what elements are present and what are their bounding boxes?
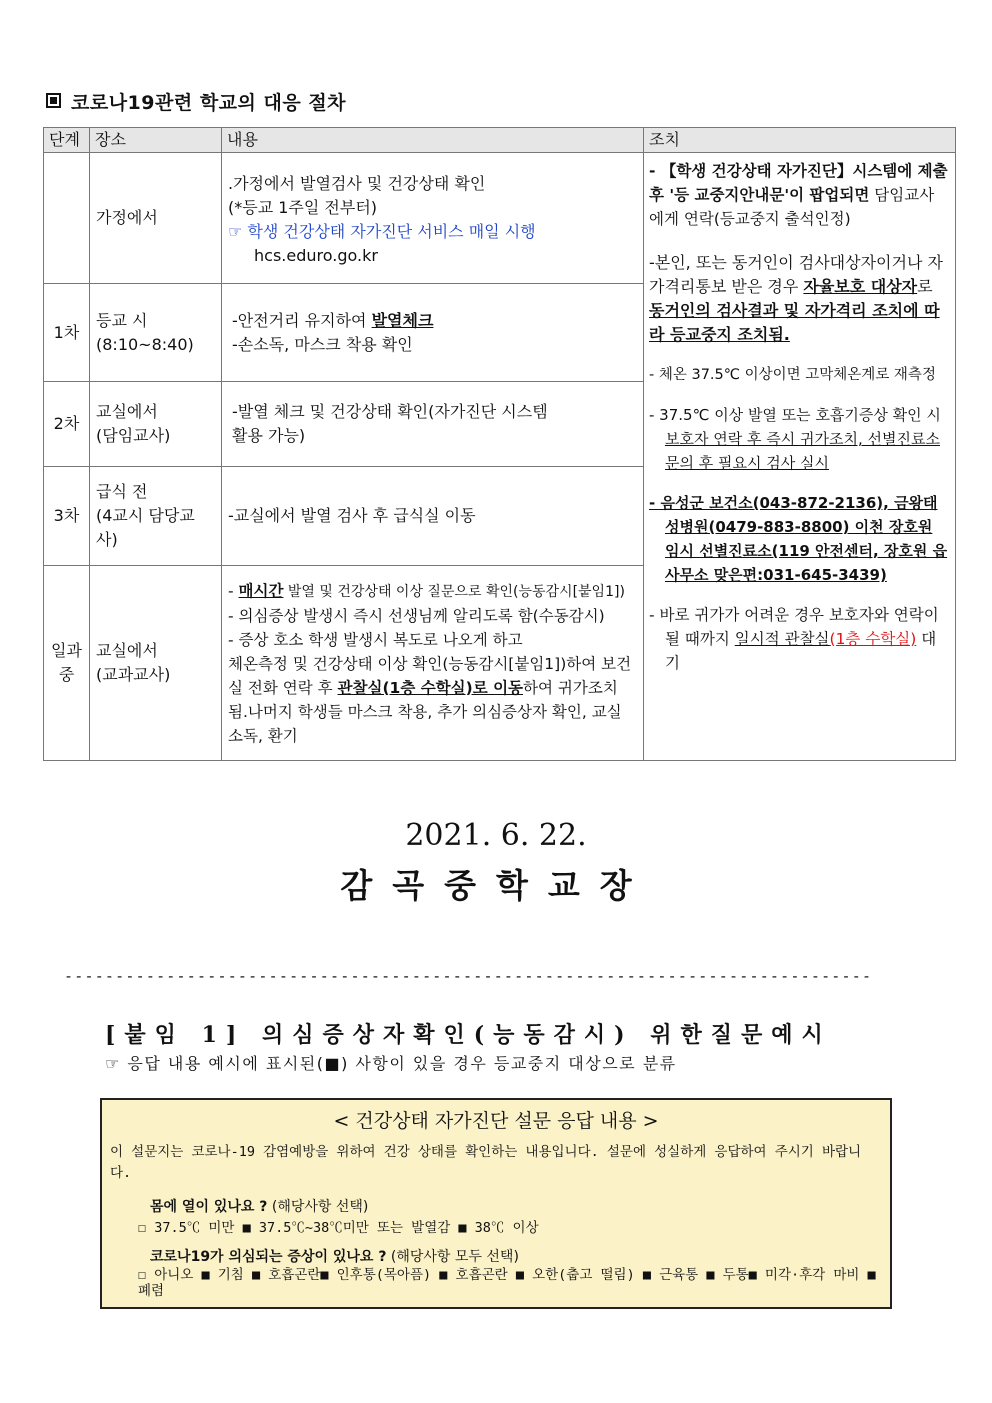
action-text: 보호자 연락 후 즉시 귀가조치, 선별진료소 문의 후 필요시 검사 실시 xyxy=(665,430,940,472)
attachment-note: ☞ 응답 내용 예시에 표시된(■) 사항이 있을 경우 등교중지 대상으로 분류 xyxy=(105,1054,677,1073)
cut-line-divider: ------------------------------------------------------------------------------- xyxy=(64,967,873,985)
action-cell xyxy=(644,153,956,761)
content-line: -안전거리 유지하여 xyxy=(232,310,372,330)
action-text: 담임교사에게 연락(등교중지 출석인정) xyxy=(649,186,935,228)
action-text: - 37.5℃ 이상 발열 또는 호흡기증상 확인 시 xyxy=(649,406,941,424)
heading-text: 코로나19관련 학교의 대응 절차 xyxy=(71,92,347,114)
principal-signature: 감곡중학교장 xyxy=(340,866,652,905)
place-text: (담임교사) xyxy=(96,426,171,445)
content-line: - 증상 호소 학생 발생시 복도로 나오게 하고 xyxy=(228,630,523,649)
action-text: 로 xyxy=(917,277,933,296)
survey-intro: 이 설문지는 코로나-19 감염예방을 위하여 건강 상태를 확인하는 내용입니다. 설문에 성실하게 응답하여 주시기 바랍니다. xyxy=(110,1144,862,1181)
content-cell xyxy=(222,382,644,467)
survey-title: < 건강상태 자가진단 설문 응답 내용 > xyxy=(333,1110,659,1132)
response-procedure-table xyxy=(43,127,956,761)
action-text: - 【학생 건강상태 자가진단】시스템에 제출 후 '등 교중지안내문'이 팝업되면 xyxy=(649,162,948,204)
header-place: 장소 xyxy=(90,128,222,153)
place-text: 등교 시 xyxy=(96,310,148,330)
question-text: 코로나19가 의심되는 증상이 있나요 ? xyxy=(150,1249,387,1265)
action-text: 일시적 관찰실 xyxy=(734,630,830,648)
attachment-title: [붙임 1] 의심증상자확인(능동감시) 위한질문예시 xyxy=(105,1022,832,1048)
content-line: 관찰실(1층 수학실)로 이동 xyxy=(337,678,524,697)
action-text: 동거인의 검사결과 및 자가격리 조치에 따라 등교중지 조치됨. xyxy=(649,301,940,344)
table-row xyxy=(44,153,956,284)
step-cell xyxy=(44,153,90,284)
answer-symptoms: ☐ 아니오 ■ 기침 ■ 호흡곤란■ 인후통(목아픔) ■ 호흡곤란 ■ 오한(춥고 떨림) ■ 근육통 ■ 두통■ 미각·후각 마비 ■ 폐렴 xyxy=(138,1267,876,1299)
content-line: 발열체크 xyxy=(371,310,434,330)
step-cell: 일과중 xyxy=(44,566,90,761)
content-cell xyxy=(222,467,644,566)
place-text: 급식 전 xyxy=(96,482,148,501)
content-line: -손소독, 마스크 착용 확인 xyxy=(232,334,413,354)
self-diagnosis-notice: ☞ 학생 건강상태 자가진단 서비스 매일 시행 xyxy=(228,222,536,241)
question-hint: (해당사항 모두 선택) xyxy=(390,1249,519,1265)
answer-fever: ☐ 37.5℃ 미만 ■ 37.5℃~38℃미만 또는 발열감 ■ 38℃ 이상 xyxy=(138,1220,539,1236)
place-cell xyxy=(90,153,222,284)
place-text: 교실에서 xyxy=(96,402,158,421)
header-action: 조치 xyxy=(644,128,956,153)
question-hint: (해당사항 선택) xyxy=(271,1199,369,1215)
content-cell xyxy=(222,153,644,284)
place-text: (교과교사) xyxy=(96,665,171,684)
action-text: - 체온 37.5℃ 이상이면 고막체온계로 재측정 xyxy=(649,367,936,383)
step-cell: 2차 xyxy=(44,382,90,467)
content-line: -발열 체크 및 건강상태 확인(자가진단 시스템 xyxy=(232,402,548,421)
action-text: - 바로 귀가가 어려운 경우 보호자와 연락이 될 때까지 xyxy=(649,606,939,648)
content-line: 발열 및 건강상태 이상 질문으로 확인(능동감시[붙임1]) xyxy=(283,583,625,600)
content-cell xyxy=(222,566,644,761)
document-date: 2021. 6. 22. xyxy=(405,818,587,853)
content-line: -교실에서 발열 검사 후 급식실 이동 xyxy=(228,506,476,525)
content-line: 하여 귀가조치됨.나머지 학생들 마스크 착용, 추가 의심증상자 확인, 교실 소독, 환기 xyxy=(228,678,622,745)
square-bullet-icon xyxy=(46,93,61,108)
content-line: (*등교 1주일 전부터) xyxy=(228,198,378,217)
step-cell: 1차 xyxy=(44,284,90,382)
place-text: (4교시 담당교사) xyxy=(96,506,195,549)
content-line: 매시간 xyxy=(238,581,284,600)
place-cell xyxy=(90,382,222,467)
content-line: 체온측정 및 건강상태 이상 확인(능동감시[붙임1])하여 보건실 전화 연락 후 xyxy=(228,654,632,697)
content-line: .가정에서 발열검사 및 건강상태 확인 xyxy=(228,174,486,193)
header-step: 단계 xyxy=(44,128,90,153)
hcs-url-link[interactable]: hcs.eduro.go.kr xyxy=(254,246,378,265)
question-symptoms xyxy=(150,1246,519,1266)
action-text: 대기 xyxy=(665,630,937,672)
content-line: - xyxy=(228,581,239,600)
action-text: (1층 수학실) xyxy=(829,630,917,648)
screening-clinic-contacts: - 음성군 보건소(043-872-2136), 금왕태성병원(0479-883-8800) 이천 장호원 임시 선별진료소(119 안전센터, 장호원 읍사무소 맞은편:031-645-3439) xyxy=(649,494,948,584)
section-heading xyxy=(46,88,346,115)
place-cell xyxy=(90,284,222,382)
survey-box xyxy=(100,1098,892,1309)
place-text: 교실에서 xyxy=(96,641,158,660)
question-fever xyxy=(150,1196,368,1216)
place-cell xyxy=(90,467,222,566)
content-line: - 의심증상 발생시 즉시 선생님께 알리도록 함(수동감시) xyxy=(228,606,605,625)
action-text: 자율보호 대상자 xyxy=(803,277,918,296)
table-header-row xyxy=(44,128,956,153)
question-text: 몸에 열이 있나요 ? xyxy=(150,1199,268,1215)
content-line: 활용 가능) xyxy=(232,426,306,445)
header-content: 내용 xyxy=(222,128,644,153)
step-cell: 3차 xyxy=(44,467,90,566)
action-text: -본인, 또는 동거인이 검사대상자이거나 자가격리통보 받은 경우 xyxy=(649,253,943,296)
place-cell xyxy=(90,566,222,761)
place-text: (8:10~8:40) xyxy=(96,334,194,354)
place-text: 가정에서 xyxy=(96,208,158,227)
content-cell xyxy=(222,284,644,382)
